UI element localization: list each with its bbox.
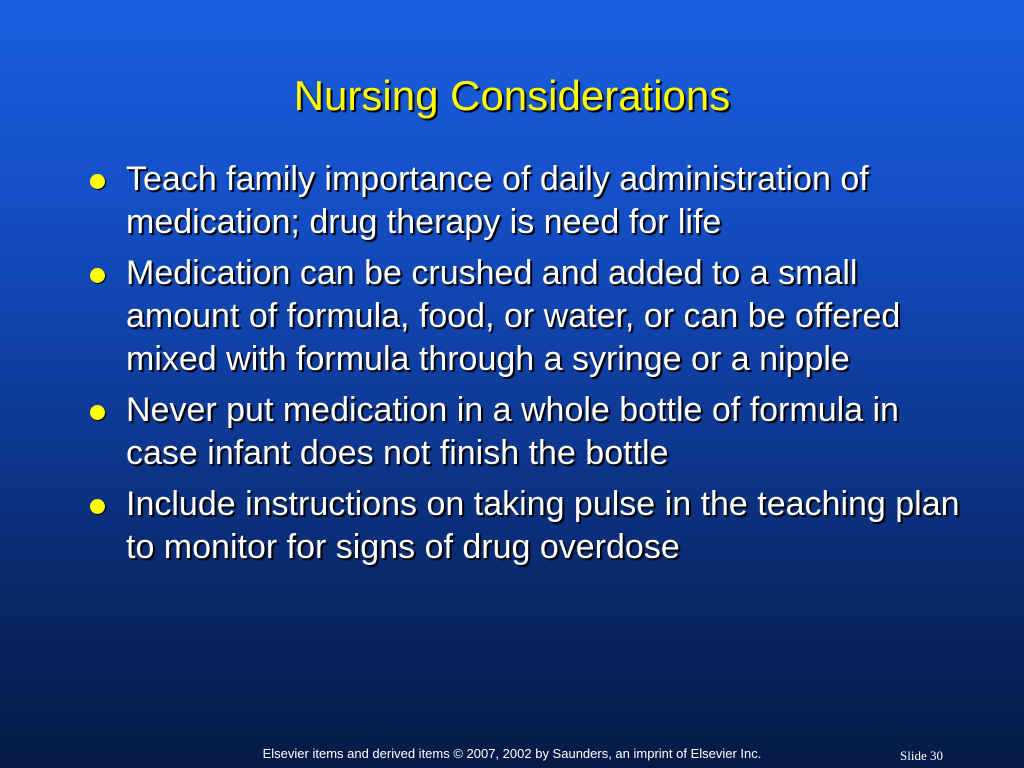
bullet-item bbox=[88, 389, 978, 475]
bullet-marker-icon bbox=[90, 174, 105, 189]
bullet-item bbox=[88, 483, 978, 569]
bullet-item bbox=[88, 158, 978, 244]
slide-title: Nursing Considerations bbox=[293, 72, 731, 119]
bullet-text: Teach family importance of daily administration of medication; drug therapy is need for life bbox=[126, 160, 869, 241]
bullet-marker-icon bbox=[90, 405, 105, 420]
bullet-text: Never put medication in a whole bottle of formula in case infant does not finish the bottle bbox=[126, 391, 899, 472]
bullet-list bbox=[88, 158, 978, 577]
slide-number: Slide 30 bbox=[900, 748, 943, 763]
copyright-footer: Elsevier items and derived items © 2007, 2002 by Saunders, an imprint of Elsevier Inc. bbox=[262, 746, 762, 761]
bullet-text: Include instructions on taking pulse in the teaching plan to monitor for signs of drug overdose bbox=[126, 485, 960, 566]
bullet-text: Medication can be crushed and added to a small amount of formula, food, or water, or can be offered mixed with formula through a syringe or a nipple bbox=[126, 254, 901, 378]
bullet-marker-icon bbox=[90, 268, 105, 283]
bullet-item bbox=[88, 252, 978, 381]
bullet-marker-icon bbox=[90, 499, 105, 514]
